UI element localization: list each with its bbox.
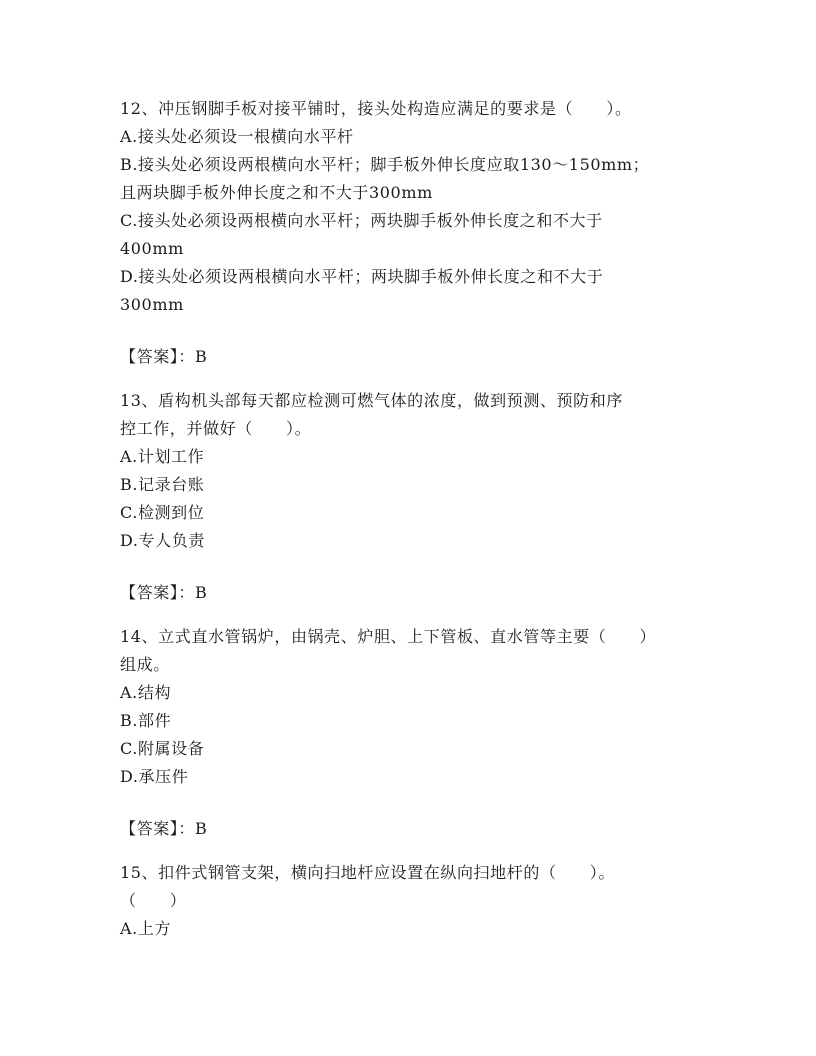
- question-15-option-a: A.上方: [120, 919, 172, 938]
- question-13-option-a: A.计划工作: [120, 447, 205, 466]
- question-13-option-d: D.专人负责: [120, 531, 205, 550]
- question-14-option-b: B.部件: [120, 711, 172, 730]
- question-13-option-c: C.检测到位: [120, 503, 205, 522]
- question-12-option-d: D.接头处必须设两根横向水平杆；两块脚手板外伸长度之和不大于: [120, 267, 604, 286]
- question-12-option-d-cont: 300mm: [120, 295, 184, 314]
- question-12-answer: 【答案】：B: [120, 347, 208, 366]
- question-13-stem: 13、盾构机头部每天都应检测可燃气体的浓度，做到预测、预防和序: [120, 391, 623, 410]
- question-14-stem-cont: 组成。: [120, 655, 170, 674]
- question-15-stem: 15、扣件式钢管支架，横向扫地杆应设置在纵向扫地杆的（ ）。: [120, 863, 615, 882]
- question-14-option-c: C.附属设备: [120, 739, 205, 758]
- question-12-option-a: A.接头处必须设一根横向水平杆: [120, 127, 354, 146]
- question-14-option-a: A.结构: [120, 683, 172, 702]
- question-15-stem-cont: （ ）: [120, 891, 187, 910]
- question-13-answer: 【答案】：B: [120, 583, 208, 602]
- question-13-stem-cont: 控工作，并做好（ ）。: [120, 419, 312, 438]
- question-12-option-c: C.接头处必须设两根横向水平杆；两块脚手板外伸长度之和不大于: [120, 211, 603, 230]
- question-12-option-b-cont: 且两块脚手板外伸长度之和不大于300mm: [120, 183, 433, 202]
- question-14-stem: 14、立式直水管锅炉，由锅壳、炉胆、上下管板、直水管等主要（ ）: [120, 627, 657, 646]
- question-12-stem: 12、冲压钢脚手板对接平铺时，接头处构造应满足的要求是（ ）。: [120, 99, 632, 118]
- question-14-answer: 【答案】：B: [120, 819, 208, 838]
- question-12-option-b: B.接头处必须设两根横向水平杆；脚手板外伸长度应取130～150mm；: [120, 155, 650, 174]
- question-13-option-b: B.记录台账: [120, 475, 205, 494]
- question-12-option-c-cont: 400mm: [120, 239, 184, 258]
- question-14-option-d: D.承压件: [120, 767, 189, 786]
